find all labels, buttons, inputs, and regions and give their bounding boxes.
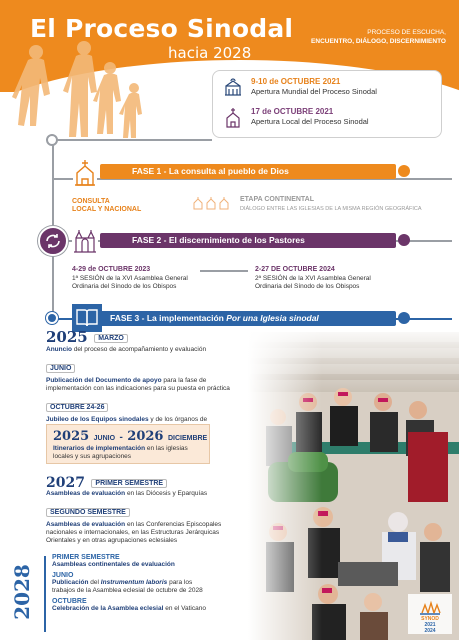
year-2026: 2026: [127, 429, 164, 444]
item-2028-2: Publicación del Instrumentum laboris para los: [52, 579, 193, 586]
year-2027: 2027: [46, 475, 85, 491]
month-segundo-semestre: SEGUNDO SEMESTRE: [46, 508, 130, 517]
event1-date: 9-10 de OCTUBRE 2021: [251, 77, 341, 86]
month-primer-semestre-2028: PRIMER SEMESTRE: [52, 554, 120, 561]
logo-line1: SYNOD: [421, 616, 439, 622]
item-2028-1: Asambleas continentales de evaluación: [52, 561, 175, 568]
header-tagline: [296, 28, 446, 46]
month-diciembre: DICIEMBRE: [167, 435, 208, 442]
timeline-top-line: [52, 139, 212, 141]
logo-line3: 2024: [424, 628, 436, 634]
item-2025-2-line2: implementación con las indicaciones para su puesta en práctica: [46, 385, 230, 392]
item-2027-2-line2: nacionales e internacionales, en las Estructuras Jerárquicas: [46, 529, 220, 536]
tagline-line2: ENCUENTRO, DIÁLOGO, DISCERNIMIENTO: [311, 38, 446, 45]
page-subtitle: hacia 2028: [168, 44, 252, 62]
synod-logo-icon: [418, 596, 442, 616]
range-dash: -: [119, 432, 123, 443]
month-primer-semestre-2027: PRIMER SEMESTRE: [91, 479, 167, 488]
fase1-right-desc: DIÁLOGO ENTRE LAS IGLESIAS DE LA MISMA REGIÓN GEOGRÁFICA: [240, 206, 422, 212]
event2-desc: Apertura Local del Proceso Sinodal: [251, 117, 369, 126]
fase2-right-line2: Ordinaria del Sínodo de los Obispos: [255, 283, 360, 290]
fase2-left-date: 4-29 de OCTUBRE 2023: [72, 266, 151, 273]
synod-logo-text: [410, 596, 450, 634]
fase2-connector: [200, 270, 248, 272]
fase3-bar: [100, 311, 396, 326]
year-2028-divider: [44, 556, 46, 632]
block-2025-2026: [46, 424, 210, 464]
fase2-right-line1: 2ª SESIÓN de la XVI Asamblea General: [255, 275, 371, 282]
fase2-left-line1: 1ª SESIÓN de la XVI Asamblea General: [72, 275, 188, 282]
church-icon: [223, 107, 243, 129]
fase2-end-dot: [398, 234, 410, 246]
page-title: El Proceso Sinodal: [30, 14, 294, 43]
fase2-left-line2: Ordinaria del Sínodo de los Obispos: [72, 283, 177, 290]
fase3-start-dot: [46, 312, 58, 324]
cycle-icon: [38, 226, 68, 256]
cathedral-icon: [72, 226, 98, 254]
year-2025: 2025: [46, 328, 88, 346]
event2-date: 17 de OCTUBRE 2021: [251, 107, 334, 116]
fase1-left-line2: LOCAL Y NACIONAL: [72, 206, 142, 213]
fase3-label: FASE 3 - La implementación: [110, 313, 224, 323]
item-2027-2-line3: Orientales y en otras agrupaciones eclesiales: [46, 537, 178, 544]
item-2025-2026-1: Itinerarios de implementación en las iglesias: [53, 445, 188, 452]
item-2025-1: Anuncio del proceso de acompañamiento y evaluación: [46, 346, 207, 353]
item-2028-2-line2: trabajos de la Asamblea eclesial de octubre de 2028: [52, 587, 203, 594]
fase2-bar: FASE 2 - El discernimiento de los Pastores: [100, 233, 396, 248]
opening-dates-box: [212, 70, 442, 138]
fase1-right-title: ETAPA CONTINENTAL: [240, 196, 315, 203]
item-2028-3: Celebración de la Asamblea eclesial en el Vaticano: [52, 605, 206, 612]
year-2025b: 2025: [53, 429, 90, 444]
fase2-right-date: 2-27 DE OCTUBRE 2024: [255, 266, 335, 273]
tagline-line1: PROCESO DE ESCUCHA,: [367, 29, 446, 36]
logo-line2: 2021: [424, 622, 436, 628]
block-2028: [52, 554, 206, 613]
item-2025-2: Publicación del Documento de apoyo para la fase de: [46, 377, 207, 384]
month-junio-2025: JUNIO: [46, 364, 75, 373]
month-octubre-2025: OCTUBRE 24-26: [46, 403, 108, 412]
month-junio-2028: JUNIO: [52, 572, 74, 579]
year-2028: 2028: [10, 564, 34, 620]
item-2027-1: Asambleas de evaluación en las Diócesis y Eparquías: [46, 490, 208, 497]
item-2025-3: Jubileo de los Equipos sinodales y de los órganos de: [46, 416, 208, 423]
item-2027-2: Asambleas de evaluación en las Conferencias Episcopales: [46, 521, 222, 528]
timeline-start-dot: [46, 134, 58, 146]
event1-desc: Apertura Mundial del Proceso Sinodal: [251, 87, 377, 96]
block-2025: [46, 328, 230, 432]
fase3-label-italic: Por una Iglesia sinodal: [226, 313, 319, 323]
block-2027: [46, 474, 221, 545]
month-octubre-2028: OCTUBRE: [52, 598, 87, 605]
chapel-icon: [72, 158, 98, 188]
fase1-bar: FASE 1 - La consulta al pueblo de Dios: [100, 164, 396, 179]
basilica-icon: [223, 77, 243, 97]
fase3-end-dot: [398, 312, 410, 324]
item-2025-2026-2: locales y sus agrupaciones: [53, 453, 132, 460]
month-junio-2025b: JUNIO: [93, 435, 116, 442]
month-marzo: MARZO: [94, 334, 128, 343]
fase1-end-dot: [398, 165, 410, 177]
synod-assembly-photo: [248, 332, 459, 640]
fase1-left-line1: CONSULTA: [72, 198, 110, 205]
three-churches-icon: [192, 196, 232, 210]
